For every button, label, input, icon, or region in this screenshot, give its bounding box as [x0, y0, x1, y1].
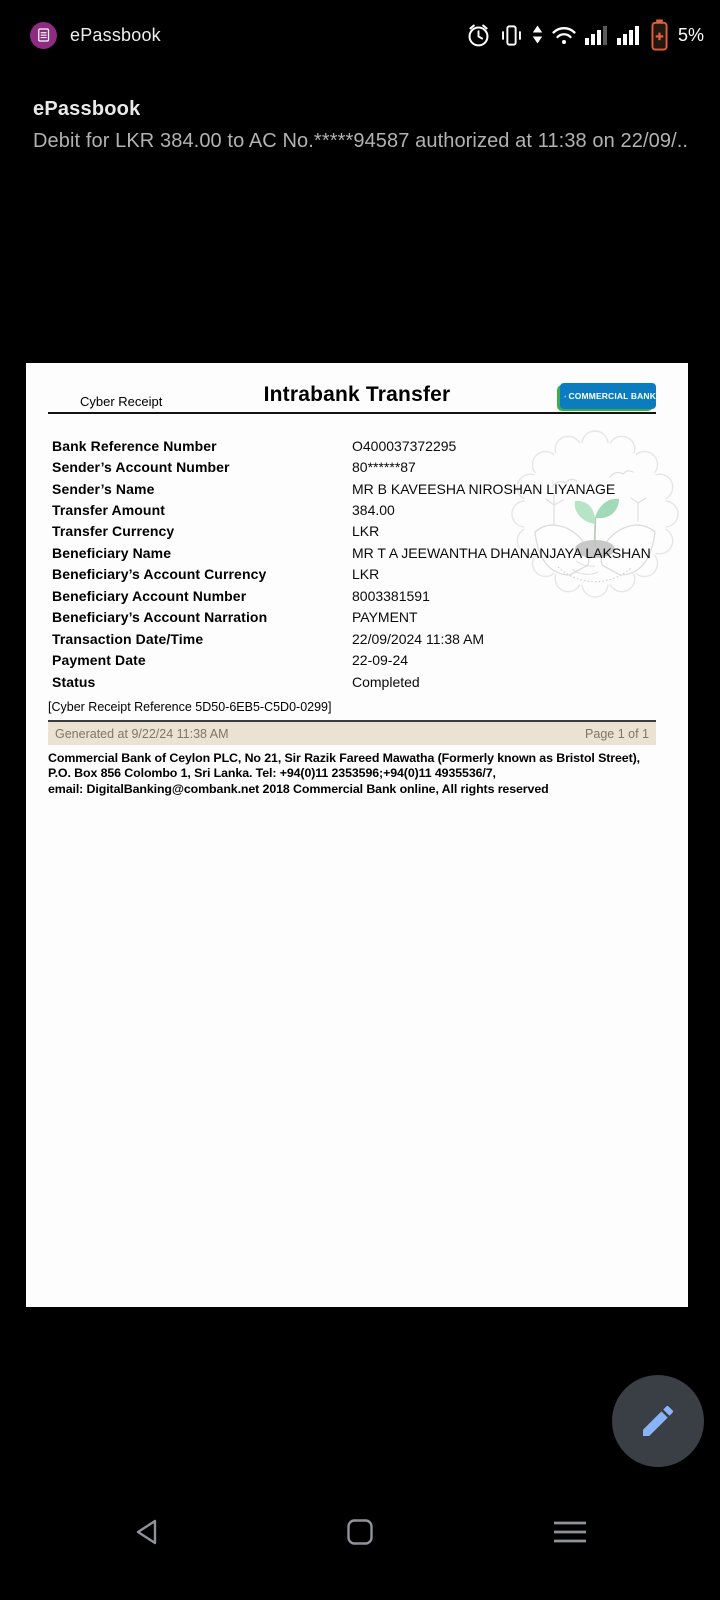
field-row [52, 435, 672, 456]
alarm-icon [466, 23, 491, 48]
field-label: Beneficiary Account Number [52, 587, 247, 604]
battery-icon [649, 19, 670, 51]
wifi-icon [551, 24, 577, 46]
footer-line-3: email: DigitalBanking@combank.net 2018 Commercial Bank online, All rights reserved [48, 781, 549, 796]
receipt-fields [52, 435, 672, 692]
signal-sim2-icon [617, 24, 641, 46]
field-value: PAYMENT [352, 609, 418, 626]
signal-sim1-icon [585, 24, 609, 46]
generated-bar [48, 722, 656, 745]
page-info-label: Page 1 of 1 [585, 726, 649, 741]
field-label: Beneficiary’s Account Narration [52, 609, 268, 626]
pencil-edit-icon [638, 1401, 678, 1441]
doc-type-label: Cyber Receipt [80, 394, 163, 409]
status-bar-right [466, 0, 704, 70]
passbook-icon [35, 26, 53, 44]
generated-at-label: Generated at 9/22/24 11:38 AM [55, 726, 229, 741]
receipt-reference: [Cyber Receipt Reference 5D50-6EB5-C5D0-0299] [48, 700, 332, 714]
footer-line-2: P.O. Box 856 Colombo 1, Sri Lanka. Tel: +94(0)11 2353596;+94(0)11 4935536/7, [48, 766, 496, 781]
nav-menu-button[interactable] [550, 1512, 590, 1552]
field-value: LKR [352, 566, 380, 583]
field-row [52, 521, 672, 542]
field-label: Payment Date [52, 652, 146, 669]
field-row [52, 585, 672, 606]
nav-back-button[interactable] [128, 1512, 168, 1552]
epassbook-app-icon [30, 22, 57, 49]
field-value: LKR [352, 523, 380, 540]
field-label: Sender’s Name [52, 480, 155, 497]
field-label: Bank Reference Number [52, 437, 217, 454]
cyber-receipt-document [26, 363, 688, 1307]
status-bar [0, 0, 720, 70]
field-row [52, 628, 672, 649]
home-square-icon [342, 1514, 378, 1550]
edit-fab-button[interactable] [612, 1375, 704, 1467]
field-value: MR T A JEEWANTHA DHANANJAYA LAKSHAN [352, 544, 651, 561]
field-label: Transfer Amount [52, 502, 165, 519]
field-row [52, 478, 672, 499]
commercial-bank-logo [560, 383, 656, 410]
field-label: Transaction Date/Time [52, 630, 204, 647]
logo-text: COMMERCIAL BANK [568, 391, 656, 401]
battery-percent-label: 5% [677, 24, 704, 45]
footer-line-1: Commercial Bank of Ceylon PLC, No 21, Sir Razik Fareed Mawatha (Formerly known as Bristol Street), [48, 751, 640, 765]
notification-body: Debit for LKR 384.00 to AC No.*****94587 authorized at 11:38 on 22/09/.. [33, 130, 689, 152]
field-row [52, 649, 672, 670]
field-row [52, 564, 672, 585]
field-label: Beneficiary Name [52, 544, 172, 561]
status-bar-left [30, 0, 161, 70]
nav-home-button[interactable] [340, 1512, 380, 1552]
menu-lines-icon [551, 1514, 589, 1550]
field-value: 22/09/2024 11:38 AM [352, 630, 485, 647]
field-label: Beneficiary’s Account Currency [52, 566, 267, 583]
notification-epassbook[interactable] [33, 98, 693, 153]
notification-title: ePassbook [33, 98, 141, 120]
field-value: 8003381591 [352, 587, 430, 604]
field-value: 80******87 [352, 459, 416, 476]
field-row [52, 607, 672, 628]
status-app-name: ePassbook [70, 24, 161, 45]
bank-footer-text [48, 751, 640, 797]
field-value: 22-09-24 [352, 652, 409, 669]
field-row [52, 499, 672, 520]
field-label: Sender’s Account Number [52, 459, 230, 476]
field-row [52, 671, 672, 692]
commercial-bank-mark-icon [564, 389, 566, 404]
doc-title: Intrabank Transfer [263, 383, 451, 406]
field-row [52, 456, 672, 477]
back-triangle-icon [130, 1514, 166, 1550]
vibrate-icon [499, 23, 524, 48]
field-label: Status [52, 673, 96, 690]
field-label: Transfer Currency [52, 523, 175, 540]
data-arrows-icon [532, 25, 543, 45]
field-value: MR B KAVEESHA NIROSHAN LIYANAGE [352, 480, 616, 497]
header-rule [48, 412, 656, 414]
field-row [52, 542, 672, 563]
field-value: O400037372295 [352, 437, 457, 454]
android-nav-bar [0, 1498, 720, 1566]
logo-blue-panel [560, 383, 656, 409]
field-value: Completed [352, 673, 420, 690]
field-value: 384.00 [352, 502, 395, 519]
